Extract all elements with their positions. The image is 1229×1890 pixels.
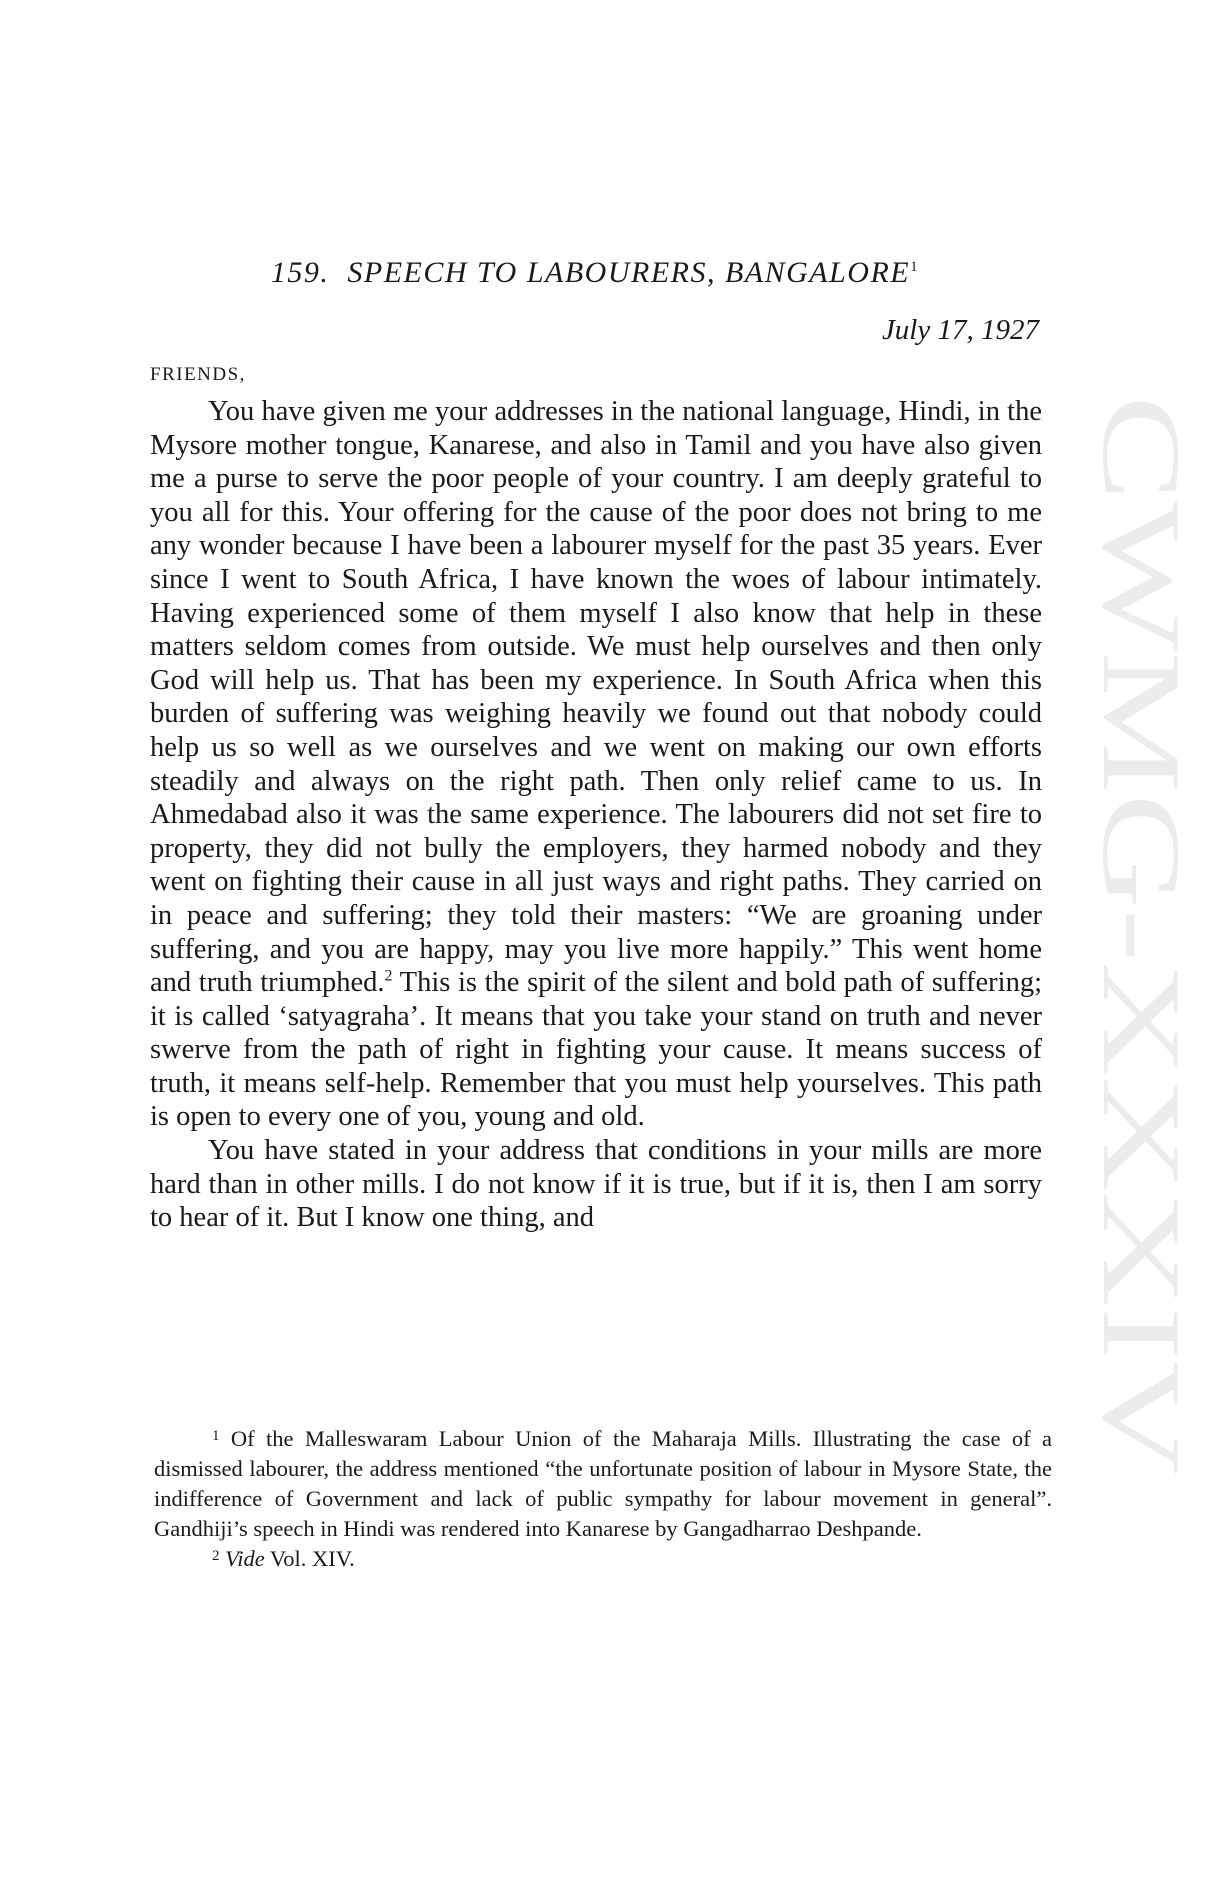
watermark-text: CWMG-XXXIV <box>1079 395 1203 1155</box>
footnote-reference: 2 <box>384 967 393 985</box>
footnotes <box>154 1424 1052 1574</box>
title-footnote-marker: 1 <box>910 259 920 275</box>
footnote-marker: 1 <box>212 1428 220 1444</box>
speech-body <box>150 395 1042 1235</box>
footnote-text: Vol. XIV. <box>264 1546 355 1571</box>
paragraph-text: You have given me your addresses in the national language, Hindi, in the Mysore mother tongue, Kanarese, and also in Tamil and you have also given me a purse to serve the poor people of your country. I am deeply grateful to you all for this. Your offering for the cause of the poor does not bring to me any wonder because I have been a labourer myself for the past 35 years. Ever since I went to South Africa, I have known the woes of labour intimately. Having experienced some of them myself I also know that help in these matters seldom comes from outside. We must help ourselves and then only God will help us. That has been my experience. In South Africa when this burden of suffering was weighing heavily we found out that nobody could help us so well as we ourselves and we went on making our own efforts steadily and always on the right path. Then only relief came to us. In Ahmedabad also it was the same experience. The labourers did not set fire to property, they did not bully the employers, they harmed nobody and they went on fighting their cause in all just ways and right paths. They carried on in peace and suffering; they told their masters: “We are groaning under suffering, and you are happy, may you live more happily.” This went home and truth triumphed. <box>150 396 1042 999</box>
footnote <box>154 1544 1052 1574</box>
footnote-vide: Vide <box>225 1546 265 1571</box>
document-title <box>150 256 1040 290</box>
footnote <box>154 1424 1052 1544</box>
salutation: FRIENDS, <box>150 364 246 385</box>
title-number: 159. <box>270 256 330 289</box>
title-text: SPEECH TO LABOURERS, BANGALORE <box>347 256 911 289</box>
document-date: July 17, 1927 <box>881 314 1039 346</box>
footnote-marker: 2 <box>212 1548 220 1564</box>
paragraph: You have stated in your address that conditions in your mills are more hard than in other mills. I do not know if it is true, but if it is, then I am sorry to hear of it. But I know one thing, and <box>150 1135 1042 1234</box>
watermark <box>1064 395 1214 1495</box>
paragraph <box>150 395 1042 1134</box>
footnote-text: Of the Malleswaram Labour Union of the Maharaja Mills. Illustrating the case of a dismissed labourer, the address mentioned “the unfortunate position of labour in Mysore State, the indifference of Government and lack of public sympathy for labour movement in general”. Gandhiji’s speech in Hindi was rendered into Kanarese by Gangadharrao Deshpande. <box>154 1426 1052 1541</box>
paragraph-text: This is the spirit of the silent and bold path of suffering; it is called ‘satyagraha’. It means that you take your stand on truth and never swerve from the path of right in fighting your cause. It means success of truth, it means self-help. Remember that you must help yourselves. This path is open to every one of you, young and old. <box>150 967 1042 1133</box>
